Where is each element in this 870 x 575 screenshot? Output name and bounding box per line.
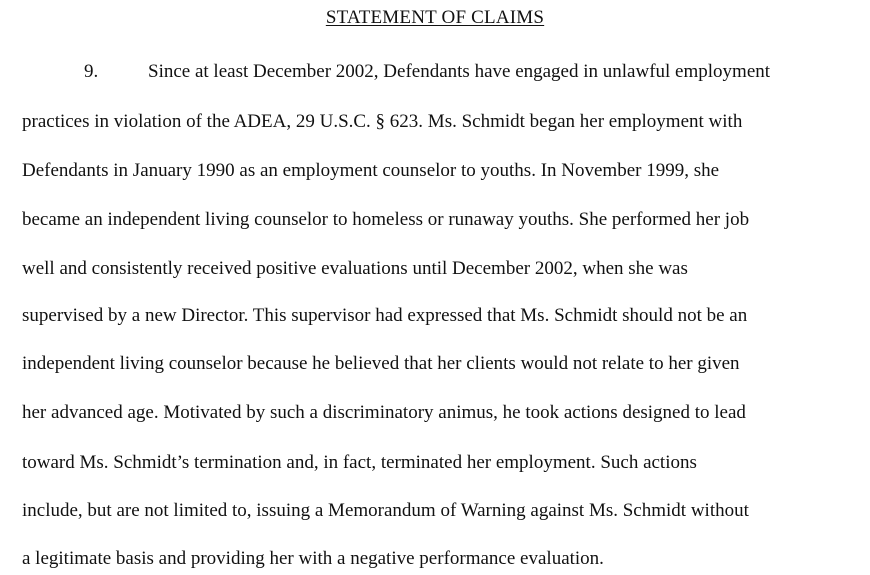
paragraph-line: practices in violation of the ADEA, 29 U.S.C. § 623. Ms. Schmidt began her employment with bbox=[22, 111, 743, 132]
paragraph-line: Defendants in January 1990 as an employment counselor to youths. In November 1999, she bbox=[22, 160, 720, 181]
paragraph-line: supervised by a new Director. This supervisor had expressed that Ms. Schmidt should not be an bbox=[22, 305, 748, 326]
paragraph-line: toward Ms. Schmidt’s termination and, in fact, terminated her employment. Such actions bbox=[22, 452, 697, 473]
paragraph-line: Since at least December 2002, Defendants have engaged in unlawful employment bbox=[148, 61, 771, 82]
paragraph-line: became an independent living counselor to homeless or runaway youths. She performed her job bbox=[22, 209, 750, 230]
paragraph-line: independent living counselor because he believed that her clients would not relate to her given bbox=[22, 353, 740, 374]
paragraph-number: 9. bbox=[84, 61, 99, 82]
paragraph-line: her advanced age. Motivated by such a discriminatory animus, he took actions designed to lead bbox=[22, 402, 746, 423]
paragraph-line: a legitimate basis and providing her with a negative performance evaluation. bbox=[22, 548, 604, 569]
paragraph-line: well and consistently received positive evaluations until December 2002, when she was bbox=[22, 258, 688, 279]
paragraph-line: include, but are not limited to, issuing a Memorandum of Warning against Ms. Schmidt without bbox=[22, 500, 749, 521]
section-heading: STATEMENT OF CLAIMS bbox=[325, 7, 545, 28]
